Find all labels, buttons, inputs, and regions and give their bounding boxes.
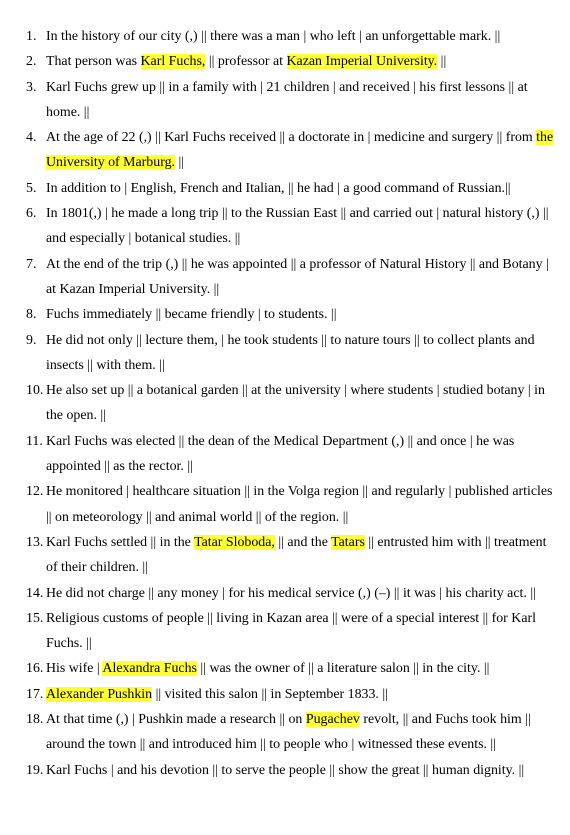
list-item: [0, 707, 570, 758]
highlighted-term: Karl Fuchs,: [140, 54, 206, 70]
sentence-text: At the end of the trip (,) || he was appointed || a professor of Natural History || and Botany | at Kazan Imperial University. ||: [46, 256, 549, 297]
sentence-text: At the age of 22 (,) || Karl Fuchs received || a doctorate in | medicine and surgery || from: [46, 130, 537, 146]
list-item: [0, 378, 570, 429]
highlighted-term: Pugachev: [305, 712, 360, 728]
sentence-text: Karl Fuchs | and his devotion || to serve the people || show the great || human dignity. ||: [46, 762, 525, 778]
list-item: [0, 176, 570, 201]
sentence-text: His wife |: [46, 661, 103, 677]
list-item: [0, 758, 570, 783]
sentence-text: ||: [437, 54, 447, 70]
sentence-text: In 1801(,) | he made a long trip || to the Russian East || and carried out | natural history (,) || and especially | botanical studies. ||: [46, 206, 549, 247]
item-number: 5.: [26, 180, 37, 196]
item-number: 4.: [26, 130, 37, 146]
sentence-text: He monitored | healthcare situation || in the Volga region || and regularly | published articles || on meteorology || and animal world || of the region. ||: [46, 484, 553, 525]
list-item: [0, 49, 570, 74]
sentence-text: He did not only || lecture them, | he took students || to nature tours || to collect plants and insects || with them. ||: [46, 332, 535, 373]
item-number: 3.: [26, 79, 37, 95]
sentence-text: Karl Fuchs grew up || in a family with | 21 children | and received | his first lessons || at home. ||: [46, 79, 528, 120]
sentence-text: He did not charge || any money | for his medical service (,) (–) || it was | his charity act. ||: [46, 585, 536, 601]
item-number: 19.: [26, 762, 44, 778]
list-item: [0, 429, 570, 480]
highlighted-term: the University of Marburg.: [46, 130, 554, 171]
item-number: 17.: [26, 686, 44, 702]
highlighted-term: Alexandra Fuchs: [102, 661, 197, 677]
item-number: 10.: [26, 383, 44, 399]
item-number: 15.: [26, 610, 44, 626]
item-number: 13.: [26, 534, 44, 550]
list-item: [0, 656, 570, 681]
sentence-text: Fuchs immediately || became friendly | to students. ||: [46, 307, 337, 323]
sentence-text: Religious customs of people || living in Kazan area || were of a special interest || for Karl Fuchs. ||: [46, 610, 536, 652]
item-number: 16.: [26, 661, 44, 677]
sentence-text: In addition to | English, French and Italian, || he had | a good command of Russian.||: [46, 180, 511, 196]
item-number: 2.: [26, 54, 37, 70]
sentence-text: || visited this salon || in September 1833. ||: [152, 686, 388, 702]
item-number: 7.: [26, 256, 37, 272]
list-item: [0, 252, 570, 303]
sentence-text: revolt, || and Fuchs took him || around the town || and introduced him || to people who | witnessed these events. ||: [46, 712, 531, 753]
item-number: 14.: [26, 585, 44, 601]
list-item: [0, 581, 570, 606]
highlighted-term: Kazan Imperial University.: [286, 54, 438, 70]
list-item: [0, 302, 570, 327]
highlighted-term: Alexander Pushkin: [46, 686, 153, 702]
list-item: [0, 201, 570, 252]
highlighted-term: Tatars: [331, 534, 365, 550]
list-item: [0, 328, 570, 379]
sentence-text: || professor at: [205, 54, 287, 70]
item-number: 9.: [26, 332, 37, 348]
list-item: [0, 682, 570, 707]
sentence-text: That person was: [46, 54, 141, 70]
sentence-text: ||: [174, 155, 185, 171]
item-number: 18.: [26, 712, 44, 728]
list-item: [0, 479, 570, 530]
item-number: 1.: [26, 29, 37, 44]
list-item: [0, 606, 570, 657]
sentence-text: || and the: [274, 534, 332, 550]
list-item: [0, 530, 570, 581]
list-item: [0, 75, 570, 126]
item-number: 6.: [26, 206, 37, 222]
highlighted-term: Tatar Sloboda,: [194, 534, 275, 550]
list-item: [0, 24, 570, 49]
item-number: 8.: [26, 307, 37, 323]
sentence-text: In the history of our city (,) || there was a man | who left | an unforgettable mark. ||: [46, 29, 501, 44]
sentence-text: He also set up || a botanical garden || at the university | where students | studied botany | in the open. ||: [46, 383, 545, 424]
sentence-text: Karl Fuchs settled || in the: [46, 534, 195, 550]
numbered-sentence-list: [0, 24, 570, 783]
list-item: [0, 125, 570, 176]
sentence-text: Karl Fuchs was elected || the dean of the Medical Department (,) || and once | he was appointed || as the rector. ||: [46, 433, 515, 475]
item-number: 11.: [26, 433, 43, 449]
item-number: 12.: [26, 484, 44, 500]
sentence-text: || was the owner of || a literature salon || in the city. ||: [196, 661, 490, 677]
sentence-text: || entrusted him with || treatment of their children. ||: [46, 534, 547, 576]
sentence-text: At that time (,) | Pushkin made a research || on: [46, 712, 306, 728]
